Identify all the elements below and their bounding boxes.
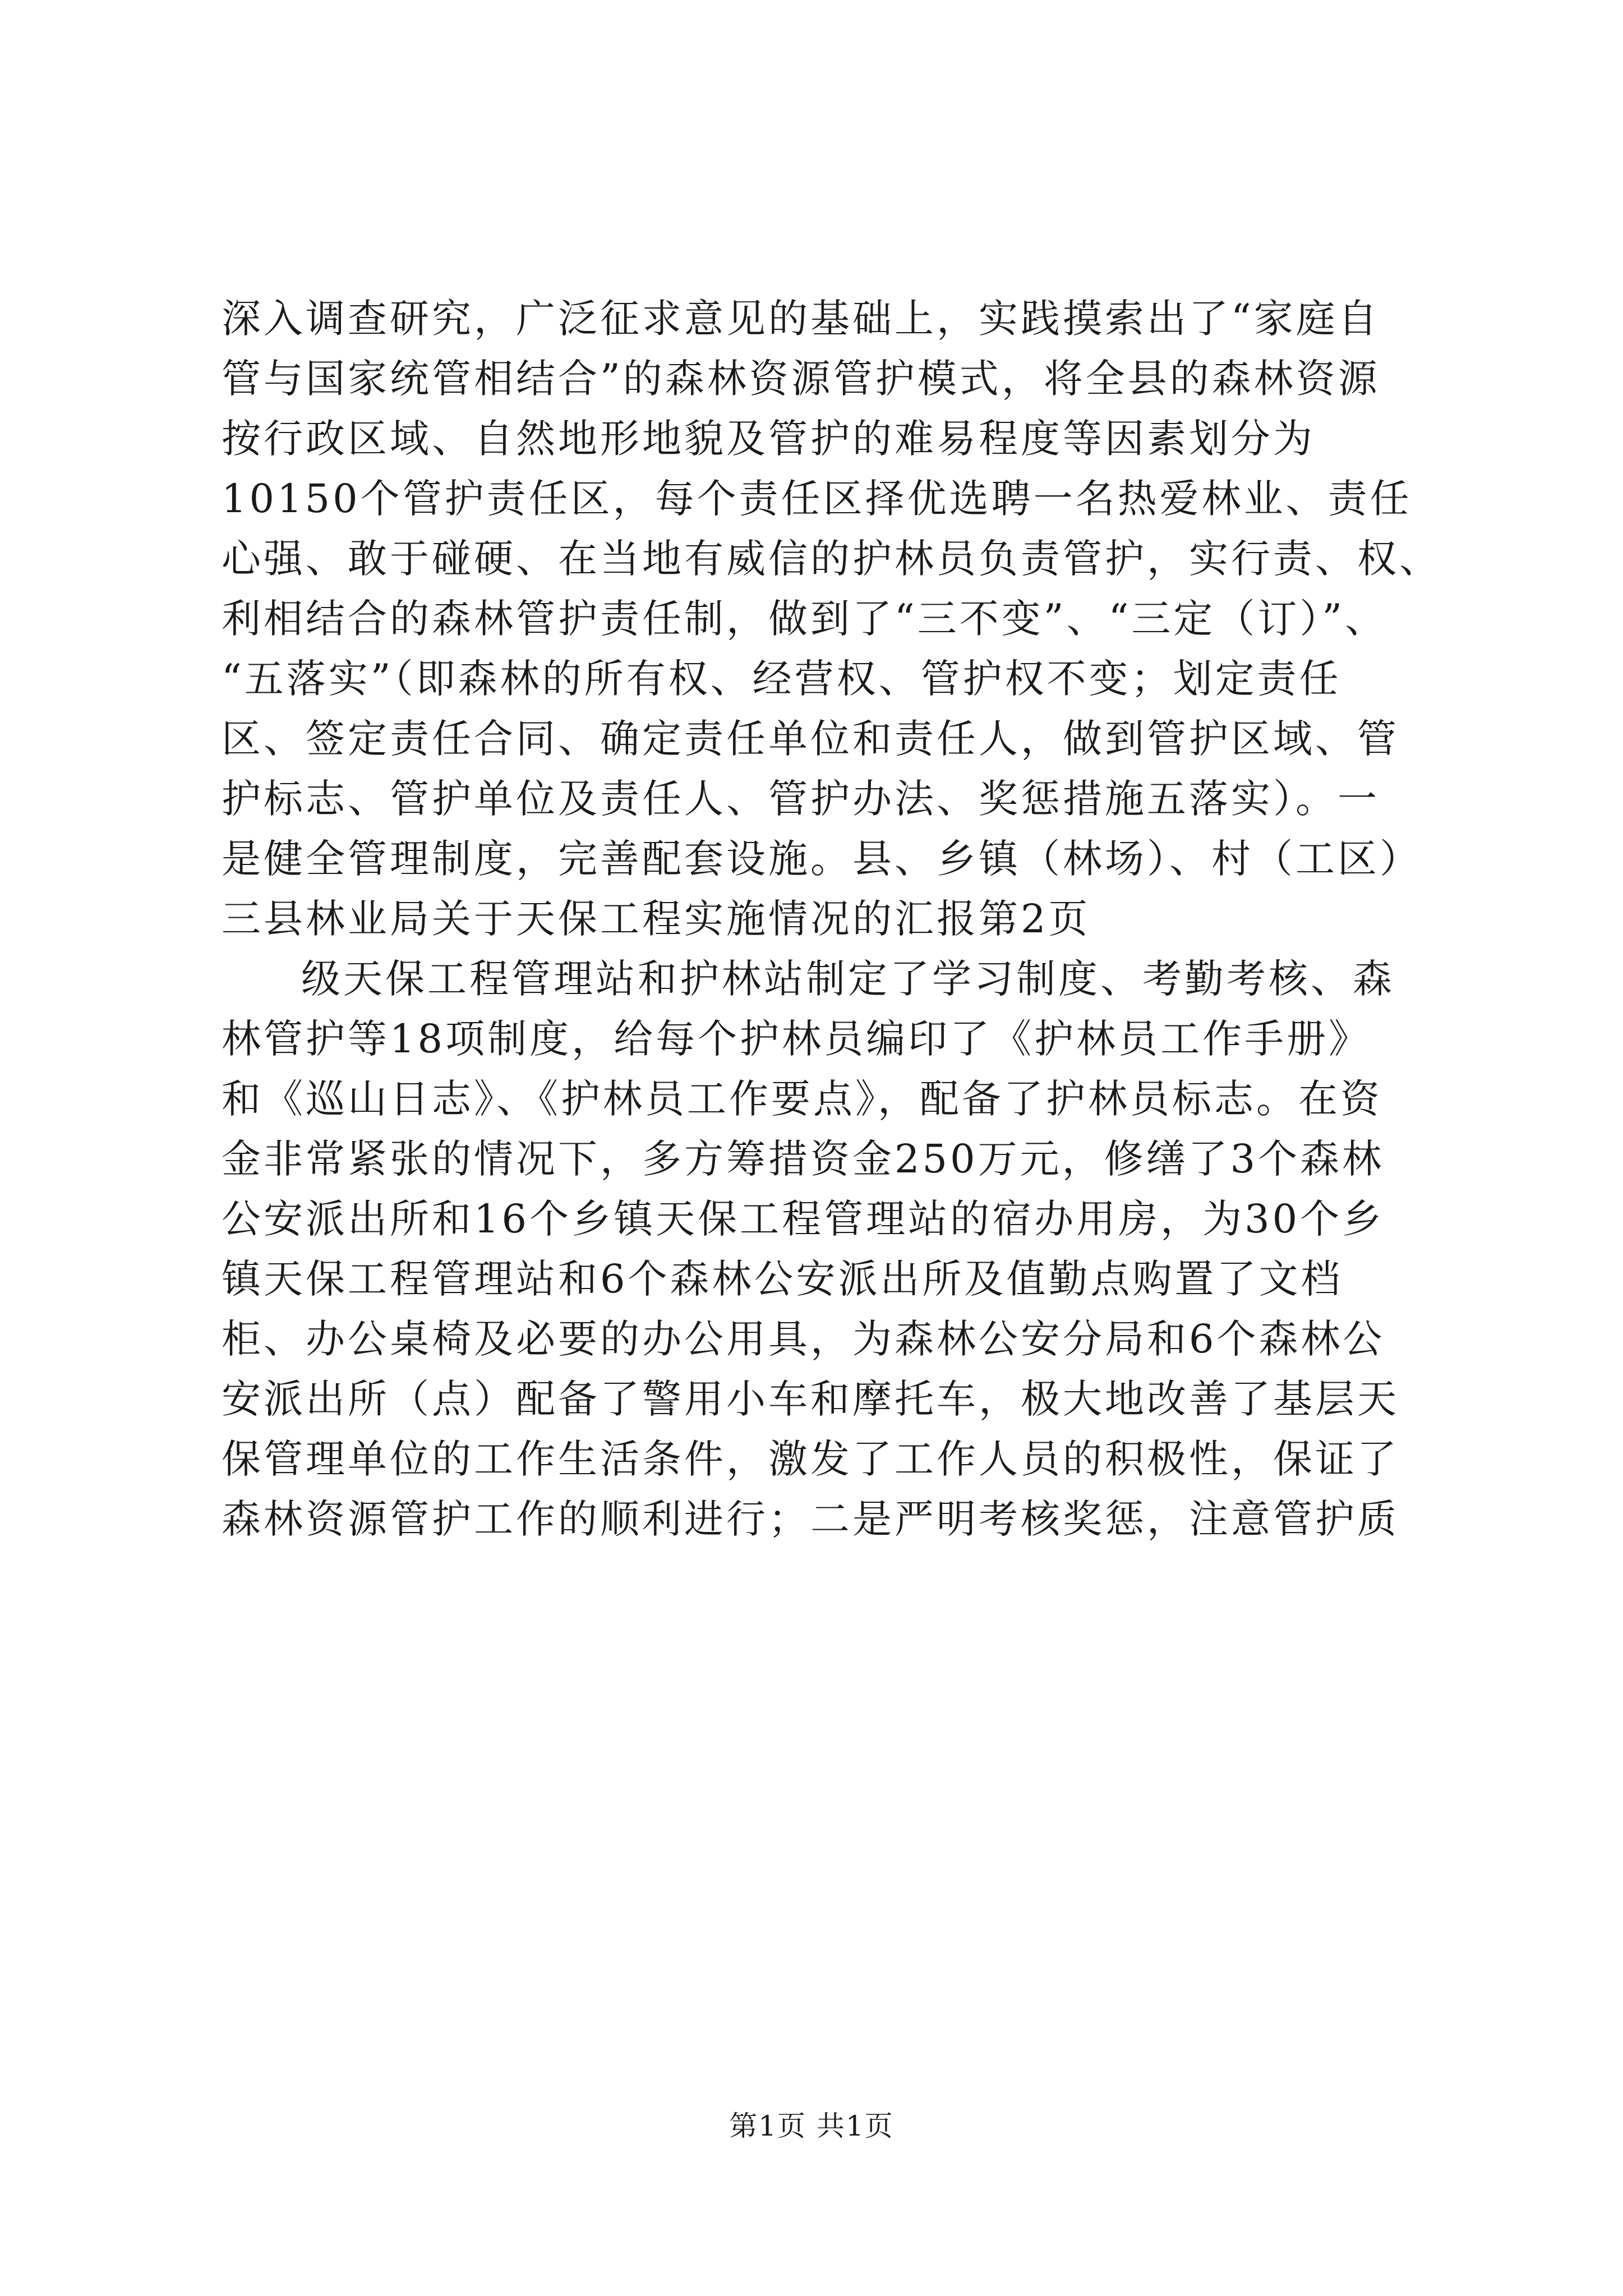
page-footer — [0, 2109, 1623, 2143]
text-line: 金非常紧张的情况下，多方筹措资金250万元，修缮了3个森林 — [222, 1136, 1385, 1182]
text-line: 柜、办公桌椅及必要的办公用具，为森林公安分局和6个森林公 — [222, 1316, 1385, 1362]
text-line: 10150个管护责任区，每个责任区择优选聘一名热爱林业、责任 — [222, 476, 1412, 522]
text-line: “五落实”（即森林的所有权、经营权、管护权不变；划定责任 — [222, 656, 1341, 702]
paragraph-first-line: 级天保工程管理站和护林站制定了学习制度、考勤考核、森 — [301, 956, 1395, 1002]
text-line: 森林资源管护工作的顺利进行；二是严明考核奖惩，注意管护质 — [222, 1496, 1399, 1542]
text-line: 和《巡山日志》、《护林员工作要点》，配备了护林员标志。在资 — [222, 1076, 1382, 1122]
text-line: 利相结合的森林管护责任制，做到了“三不变”、“三定（订）”、 — [222, 596, 1387, 642]
text-line: 林管护等18项制度，给每个护林员编印了《护林员工作手册》 — [222, 1016, 1371, 1062]
page-number: 第1页 共1页 — [729, 2110, 894, 2142]
text-line: 按行政区域、自然地形地貌及管护的难易程度等因素划分为 — [222, 416, 1315, 462]
body-text — [222, 289, 1441, 1549]
text-line: 心强、敢于碰硬、在当地有威信的护林员负责管护，实行责、权、 — [222, 536, 1441, 582]
text-line: 保管理单位的工作生活条件，激发了工作人员的积极性，保证了 — [222, 1436, 1399, 1482]
text-line: 深入调查研究，广泛征求意见的基础上，实践摸索出了“家庭自 — [222, 296, 1380, 342]
text-line: 安派出所（点）配备了警用小车和摩托车，极大地改善了基层天 — [222, 1376, 1399, 1422]
text-line: 镇天保工程管理站和6个森林公安派出所及值勤点购置了文档 — [222, 1256, 1343, 1302]
text-line: 公安派出所和16个乡镇天保工程管理站的宿办用房，为30个乡 — [222, 1196, 1385, 1242]
text-line: 是健全管理制度，完善配套设施。县、乡镇（林场）、村（工区） — [222, 836, 1422, 882]
text-line: 护标志、管护单位及责任人、管护办法、奖惩措施五落实）。一 — [222, 776, 1380, 822]
text-line: 区、签定责任合同、确定责任单位和责任人，做到管护区域、管 — [222, 716, 1399, 762]
section-title-line: 三县林业局关于天保工程实施情况的汇报第2页 — [222, 896, 1091, 942]
text-line: 管与国家统管相结合”的森林资源管护模式，将全县的森林资源 — [222, 356, 1380, 402]
